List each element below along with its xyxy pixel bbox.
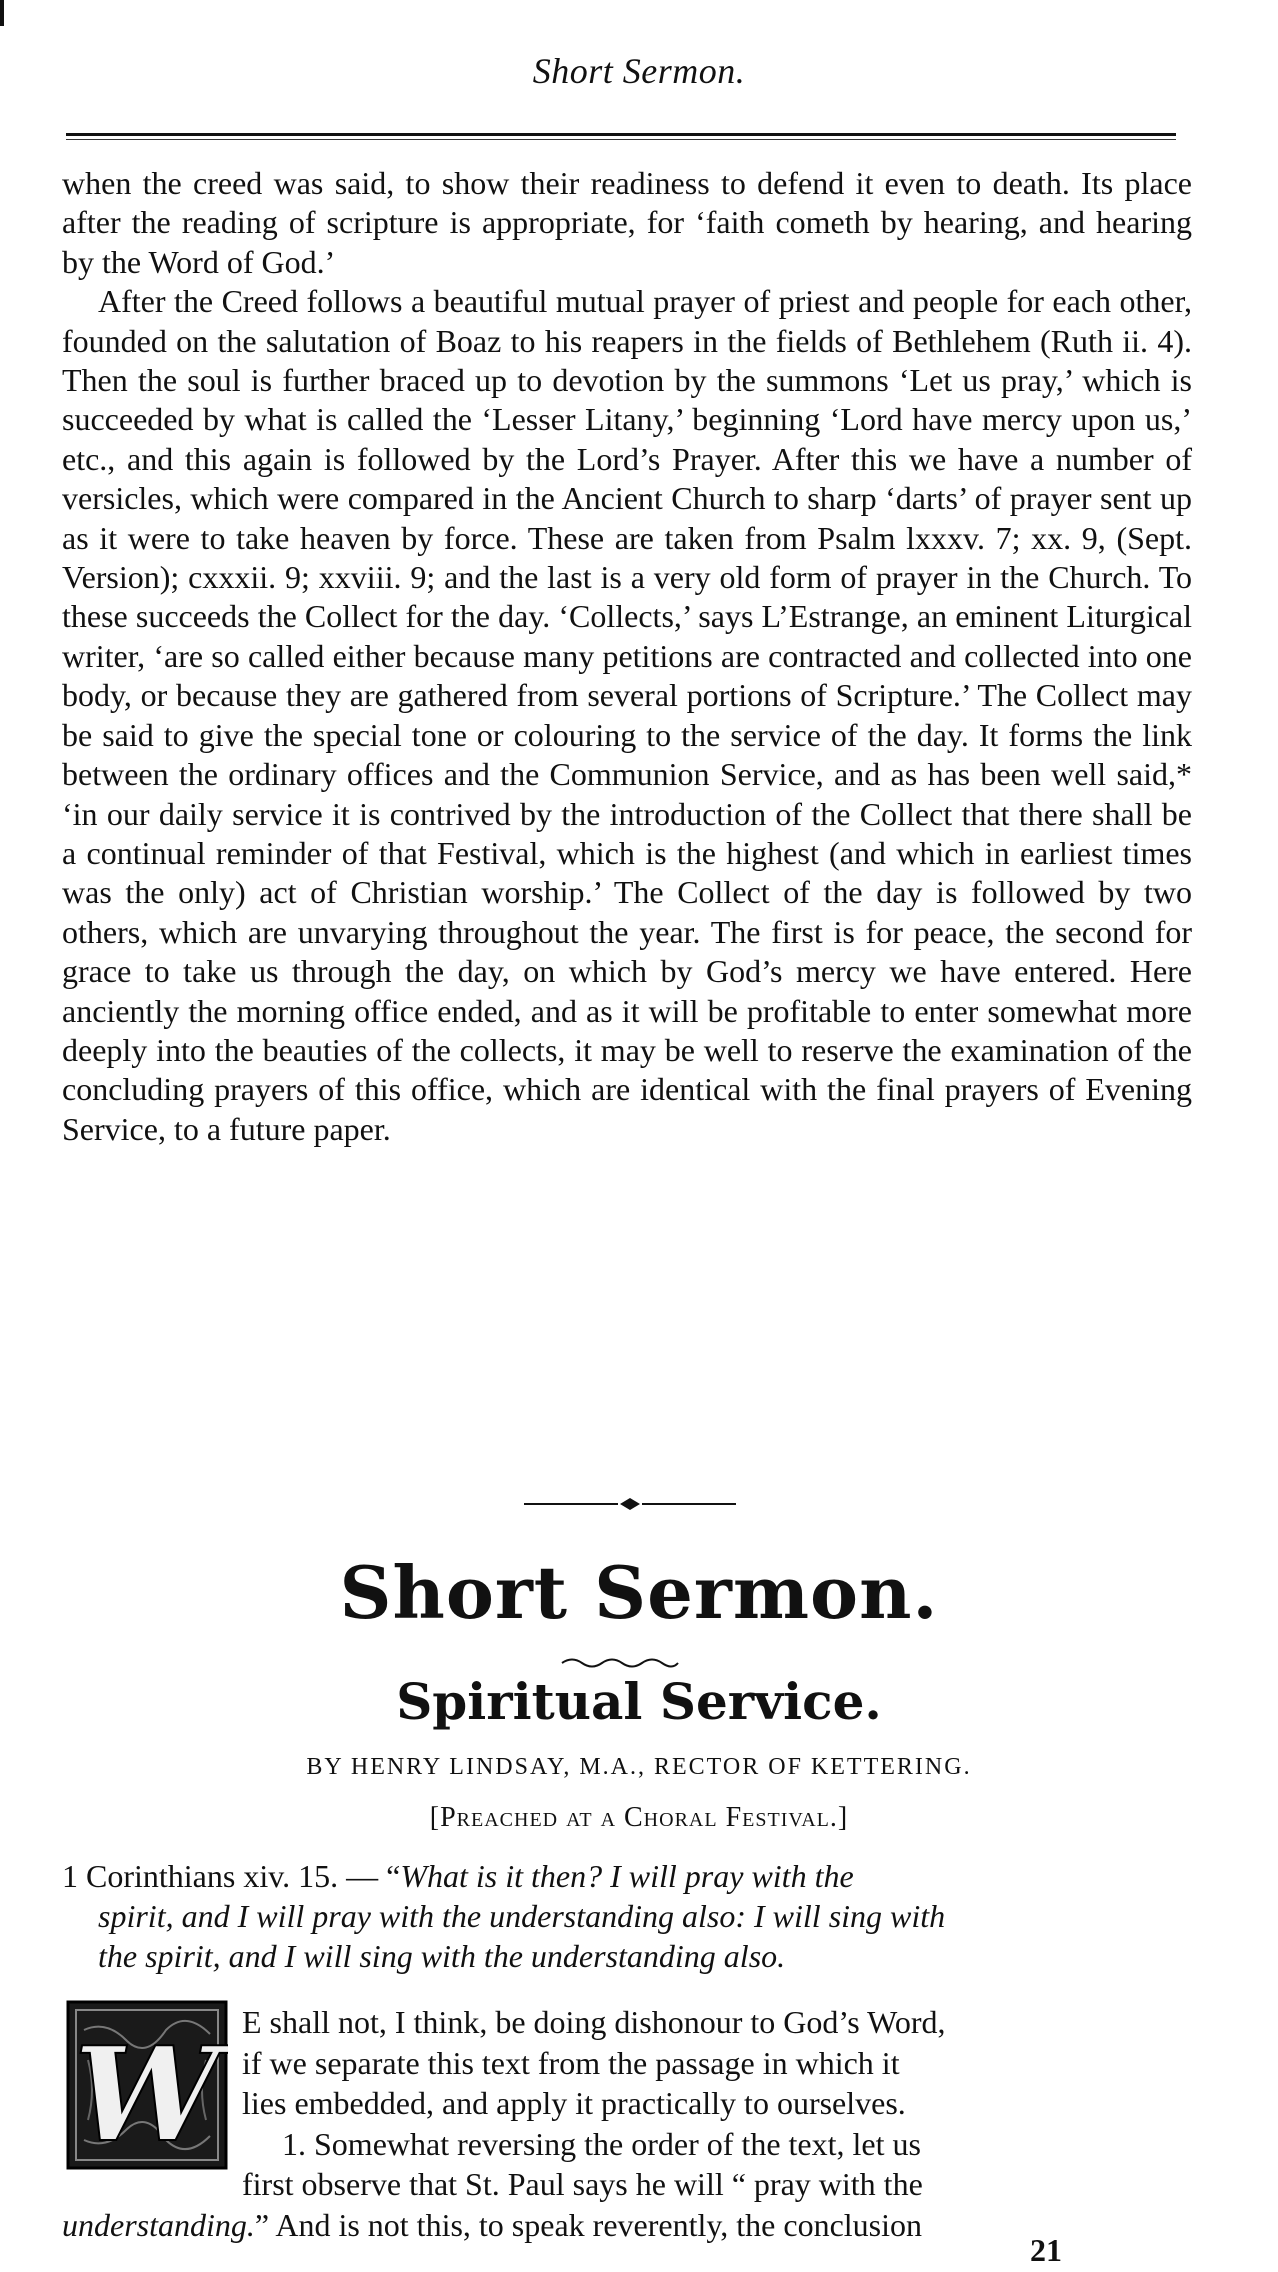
sermon-line-4: 1. Somewhat reversing the order of the text, let us xyxy=(282,2125,921,2162)
scripture-quote-line-2: spirit, and I will pray with the understanding also: I will sing with xyxy=(98,1898,946,1934)
title-flourish xyxy=(560,1656,680,1670)
scripture-text xyxy=(62,1856,1192,1976)
header-rule xyxy=(66,133,1176,136)
drop-cap-letter: W xyxy=(74,2018,220,2170)
scripture-quote-line-1: What is it then? I will pray with the xyxy=(400,1858,854,1894)
sermon-title: Short Sermon. xyxy=(339,1550,939,1635)
preached-note: [Preached at a Choral Festival.] xyxy=(429,1802,849,1833)
paragraph-2: After the Creed follows a beautiful mutual prayer of priest and people for each other, founded on the salutation of Boaz to his reapers in the fields of Bethlehem (Ruth ii. 4). Then the soul is further braced up to devotion by the summons ‘Let us pray,’ which is succeeded by what is called the ‘Lesser Litany,’ beginning ‘Lord have mercy upon us,’ etc., and this again is followed by the Lord’s Prayer. After this we have a number of versicles, which were compared in the Ancient Church to sharp ‘darts’ of prayer sent up as it were to take heaven by force. These are taken from Psalm lxxxv. 7; xx. 9, (Sept. Version); cxxxii. 9; xxviii. 9; and the last is a very old form of prayer in the Church. To these succeeds the Collect for the day. ‘Collects,’ says L’Estrange, an eminent Liturgical writer, ‘are so called either because many petitions are contracted and collected into one body, or because they are gathered from several portions of Scripture.’ The Collect may be said to give the special tone or colouring to the service of the day. It forms the link between the ordinary offices and the Communion Service, and as has been well said,* ‘in our daily service it is contrived by the introduction of the Collect that there shall be a continual reminder of that Festival, which is the highest (and which in earliest times was the only) act of Christian worship.’ The Collect of the day is followed by two others, which are unvarying throughout the year. The first is for peace, the second for grace to take us through the day, on which by God’s mercy we have entered. Here anciently the morning office ended, and as it will be profitable to enter somewhat more deeply into the beauties of the collects, it may be well to reserve the examination of the concluding prayers of this office, which are identical with the final prayers of Evening Service, to a future paper. xyxy=(62,283,1192,1147)
scripture-quote-line-3: the spirit, and I will sing with the understanding also. xyxy=(98,1938,786,1974)
author-byline: BY HENRY LINDSAY, M.A., RECTOR OF KETTERING. xyxy=(306,1754,972,1780)
header-rule-thin xyxy=(66,139,1176,140)
article-body xyxy=(62,164,1192,1149)
scripture-reference: 1 Corinthians xiv. 15. — “ xyxy=(62,1858,401,1894)
sermon-line-2: if we separate this text from the passage in which it xyxy=(242,2044,900,2081)
section-divider-ornament xyxy=(520,1494,740,1514)
page-number: 21 xyxy=(1030,2232,1062,2268)
sermon-line-1: E shall not, I think, be doing dishonour to God’s Word, xyxy=(242,2004,946,2040)
sermon-line-6-italic: understanding. xyxy=(62,2206,255,2243)
paragraph-1: when the creed was said, to show their readiness to defend it even to death. Its place after the reading of scripture is appropriate, for ‘faith cometh by hearing, and hearing by the Word of God.’ xyxy=(62,165,1192,280)
scan-mark xyxy=(0,0,4,26)
running-head: Short Sermon. xyxy=(532,51,746,91)
sermon-subtitle: Spiritual Service. xyxy=(396,1672,882,1731)
sermon-line-5: first observe that St. Paul says he will “ pray with the xyxy=(242,2166,923,2202)
sermon-body xyxy=(62,2002,1192,2245)
sermon-line-3: lies embedded, and apply it practically to ourselves. xyxy=(242,2085,906,2121)
sermon-line-6-rest: ” And is not this, to speak reverently, the conclusion xyxy=(254,2206,923,2243)
sermon-line-6 xyxy=(62,2205,1192,2246)
